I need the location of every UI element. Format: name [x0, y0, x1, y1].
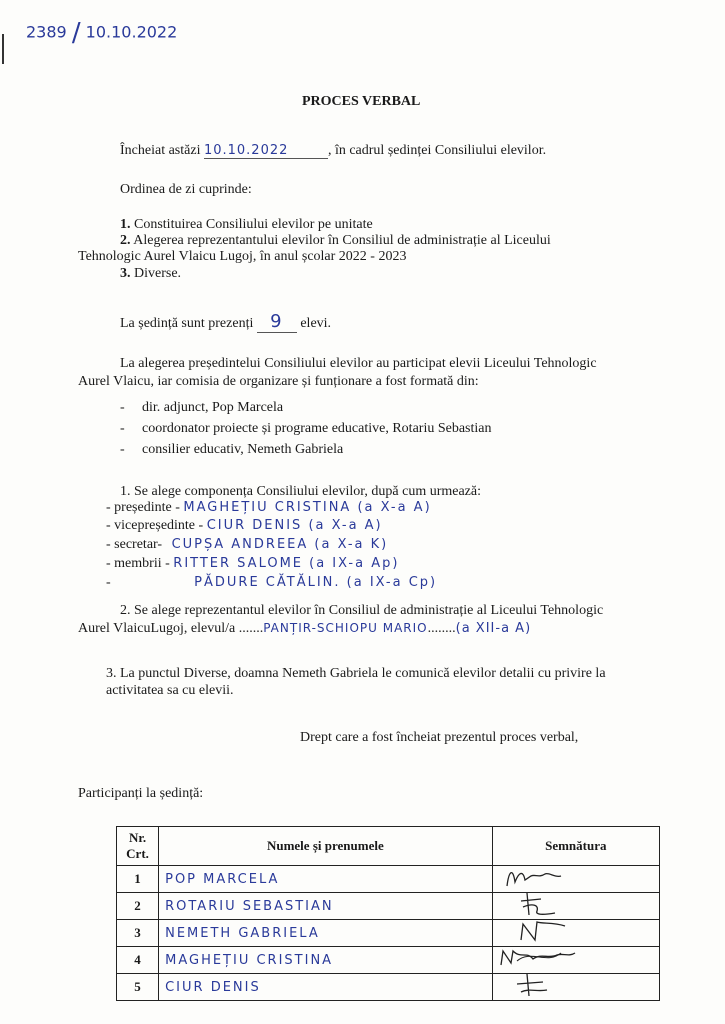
rep-name: PANȚIR-SCHIOPU MARIO	[263, 621, 428, 635]
agenda-item-2	[120, 233, 551, 249]
signature-image	[507, 972, 577, 998]
intro-date: 10.10.2022	[204, 143, 328, 159]
row-name: MAGHEȚIU CRISTINA	[159, 947, 492, 974]
role-name: CIUR DENIS (a X-a A)	[206, 518, 383, 533]
registration-date: 10.10.2022	[85, 22, 178, 42]
role-label: vicepreședinte -	[114, 518, 204, 533]
present-prefix: La ședință sunt prezenți	[120, 316, 254, 331]
present-count: 9	[257, 311, 297, 333]
signature-image	[513, 918, 593, 944]
row-nr: 3	[117, 920, 159, 947]
closing-line: Drept care a fost încheiat prezentul proces verbal,	[300, 730, 579, 745]
row-name: CIUR DENIS	[159, 974, 492, 1001]
role-president: - președinte - MAGHEȚIU CRISTINA (a X-a A)	[106, 500, 432, 515]
agenda-num: 2.	[120, 233, 131, 248]
role-label: membrii -	[114, 556, 170, 571]
agenda-text: Alegerea reprezentantului elevilor în Consiliul de administrație al Liceului	[133, 233, 551, 248]
registration-number-value: 2389	[26, 22, 67, 42]
agenda-num: 3.	[120, 266, 131, 281]
registration-number: 2389 / 10.10.2022	[26, 18, 178, 48]
table-row	[117, 893, 660, 920]
present-line	[120, 311, 331, 333]
role-label: președinte -	[114, 500, 180, 515]
commission-list	[120, 397, 492, 460]
participants-table	[116, 826, 660, 1001]
row-signature	[492, 974, 659, 1001]
commission-member: - consilier educativ, Nemeth Gabriela	[120, 439, 492, 460]
present-suffix: elevi.	[300, 316, 332, 331]
role-vice: - vicepreședinte - CIUR DENIS (a X-a A)	[106, 518, 383, 533]
role-member-2: - PĂDURE CĂTĂLIN. (a IX-a Cp)	[106, 575, 438, 590]
table-header-row	[117, 827, 660, 866]
col-nr-header: Nr. Crt.	[117, 827, 159, 866]
role-secretary: - secretar- CUPȘA ANDREEA (a X-a K)	[106, 537, 389, 552]
agenda-item-2-cont: Tehnologic Aurel Vlaicu Lugoj, în anul școlar 2022 - 2023	[78, 249, 407, 264]
table-row	[117, 920, 660, 947]
role-name: MAGHEȚIU CRISTINA (a X-a A)	[183, 500, 432, 515]
row-signature	[492, 920, 659, 947]
rep-dots: ........	[427, 621, 456, 636]
intro-line	[120, 143, 546, 159]
commission-member: - dir. adjunct, Pop Marcela	[120, 397, 492, 418]
row-name: NEMETH GABRIELA	[159, 920, 492, 947]
agenda-item-1	[120, 217, 373, 233]
col-sign-header: Semnătura	[492, 827, 659, 866]
table-row	[117, 947, 660, 974]
row-nr: 1	[117, 866, 159, 893]
page-title: PROCES VERBAL	[302, 94, 421, 109]
intro-prefix: Încheiat astăzi	[120, 143, 201, 158]
rep-text-1: 2. Se alege reprezentantul elevilor în Consiliul de administrație al Liceului Tehnologic	[120, 603, 604, 618]
table-row	[117, 974, 660, 1001]
row-nr: 4	[117, 947, 159, 974]
role-name: RITTER SALOME (a IX-a Ap)	[173, 556, 400, 571]
margin-mark	[2, 34, 4, 64]
role-members: - membrii - RITTER SALOME (a IX-a Ap)	[106, 556, 400, 571]
agenda-heading: Ordinea de zi cuprinde:	[120, 182, 252, 197]
signature-image	[501, 864, 581, 890]
row-name: POP MARCELA	[159, 866, 492, 893]
agenda-text: Constituirea Consiliului elevilor pe unitate	[134, 217, 373, 232]
role-label: secretar-	[114, 537, 163, 552]
row-signature	[492, 947, 659, 974]
diverse-text-2: activitatea sa cu elevii.	[106, 683, 234, 698]
commission-member: - coordonator proiecte și programe educative, Rotariu Sebastian	[120, 418, 492, 439]
row-name: ROTARIU SEBASTIAN	[159, 893, 492, 920]
agenda-num: 1.	[120, 217, 131, 232]
agenda-text: Diverse.	[134, 266, 182, 281]
rep-line	[78, 621, 531, 637]
intro-suffix: , în cadrul ședinței Consiliului elevilor.	[327, 143, 547, 158]
role-name: PĂDURE CĂTĂLIN. (a IX-a Cp)	[194, 575, 438, 590]
signature-image	[507, 889, 587, 917]
election-text-1: La alegerea președintelui Consiliului elevilor au participat elevii Liceului Tehnologic	[120, 356, 597, 371]
rep-prefix: Aurel VlaicuLugoj, elevul/a .......	[78, 621, 264, 636]
composition-heading: 1. Se alege componența Consiliului elevilor, după cum urmează:	[120, 484, 481, 499]
diverse-text-1: 3. La punctul Diverse, doamna Nemeth Gabriela le comunică elevilor detalii cu privire la	[106, 666, 606, 681]
row-nr: 2	[117, 893, 159, 920]
row-nr: 5	[117, 974, 159, 1001]
agenda-item-3	[120, 266, 181, 282]
election-text-2: Aurel Vlaicu, iar comisia de organizare și funționare a fost formată din:	[78, 374, 479, 389]
rep-class: (a XII-a A)	[455, 621, 532, 636]
role-name: CUPȘA ANDREEA (a X-a K)	[171, 537, 389, 552]
participants-heading: Participanți la ședință:	[78, 786, 204, 801]
col-name-header: Numele și prenumele	[159, 827, 492, 866]
row-signature	[492, 893, 659, 920]
signature-image	[497, 945, 587, 971]
